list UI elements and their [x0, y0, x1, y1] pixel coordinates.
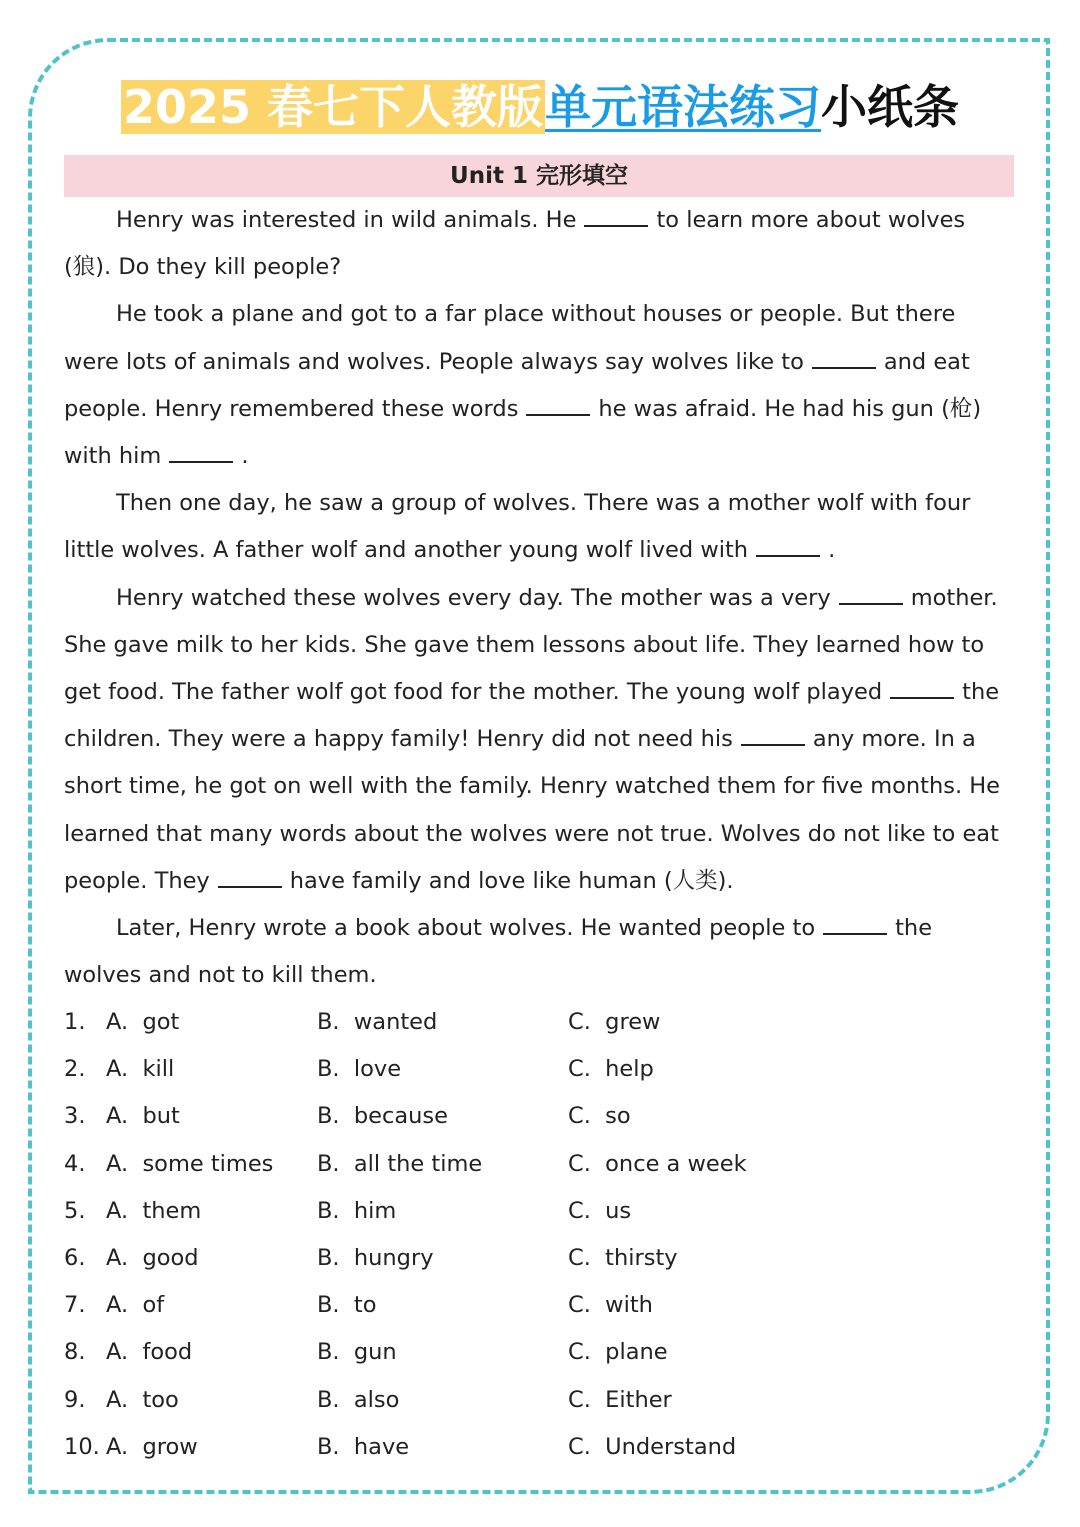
- choice-a: A. some times: [106, 1150, 274, 1177]
- choice-c: C. us: [568, 1197, 632, 1224]
- blank-5: [756, 537, 820, 557]
- choice-b: B. also: [317, 1386, 400, 1413]
- choice-a: A. of: [106, 1292, 165, 1319]
- choice-c: C. with: [568, 1292, 653, 1319]
- option-row: [64, 1235, 1016, 1282]
- choice-b: B. gun: [317, 1339, 397, 1366]
- choice-b: B. because: [317, 1103, 449, 1130]
- blank-9: [218, 868, 282, 888]
- option-row: [64, 1093, 1016, 1140]
- paragraph-4: [64, 575, 1016, 905]
- passage-text: the wolves and not to kill them.: [64, 915, 933, 989]
- passage-text: any more. In a short time, he got on well with the family. Henry watched them for five months. He learned that many words about the wolves were not true. Wolves do not like to eat people. They: [64, 726, 1001, 894]
- paragraph-3: [64, 480, 1016, 574]
- question-number: 5.: [64, 1197, 86, 1224]
- question-number: 9.: [64, 1386, 86, 1413]
- question-number: 4.: [64, 1150, 86, 1177]
- paragraph-1: [64, 197, 1016, 291]
- option-row: [64, 999, 1016, 1046]
- blank-6: [839, 585, 903, 605]
- choice-c: C. once a week: [568, 1150, 747, 1177]
- blank-1: [584, 207, 648, 227]
- paragraph-5: [64, 905, 1016, 999]
- choice-c: C. Either: [568, 1386, 672, 1413]
- option-row: [64, 1141, 1016, 1188]
- passage-text: and eat people. Henry remembered these words: [64, 348, 970, 422]
- blank-3: [526, 396, 590, 416]
- page-title: [0, 70, 1080, 144]
- blank-2: [812, 349, 876, 369]
- title-highlight-text: 2025 春七下人教版: [122, 80, 544, 134]
- question-number: 10.: [64, 1433, 100, 1460]
- choice-a: A. food: [106, 1339, 193, 1366]
- choice-a: A. them: [106, 1197, 202, 1224]
- choice-c: C. plane: [568, 1339, 668, 1366]
- question-number: 8.: [64, 1339, 86, 1366]
- passage-text: to learn more about wolves (狼). Do they kill people?: [64, 207, 966, 281]
- choice-b: B. him: [317, 1197, 397, 1224]
- choice-c: C. so: [568, 1103, 631, 1130]
- passage-text: Later, Henry wrote a book about wolves. He wanted people to: [116, 915, 816, 942]
- choice-b: B. hungry: [317, 1244, 434, 1271]
- choice-c: C. grew: [568, 1009, 661, 1035]
- question-number: 2.: [64, 1056, 86, 1083]
- question-number: 6.: [64, 1244, 86, 1271]
- passage-text: have family and love like human (人类).: [289, 867, 734, 894]
- choice-b: B. all the time: [317, 1150, 483, 1177]
- option-row: [64, 1424, 1016, 1471]
- passage-text: mother. She gave milk to her kids. She gave them lessons about life. They learned how to get food. The father wolf got food for the mother. The young wolf played: [64, 584, 998, 706]
- question-number: 1.: [64, 1009, 86, 1035]
- choice-a: A. got: [106, 1009, 180, 1035]
- option-row: [64, 1188, 1016, 1235]
- passage-text: Henry was interested in wild animals. He: [116, 207, 577, 233]
- option-row: [64, 1377, 1016, 1424]
- choice-b: B. love: [317, 1056, 402, 1083]
- passage-text: .: [241, 443, 249, 470]
- choice-c: C. thirsty: [568, 1244, 678, 1271]
- choice-b: B. have: [317, 1433, 410, 1460]
- passage-text: he was afraid. He had his gun (枪) with him: [64, 395, 982, 470]
- blank-7: [890, 679, 954, 699]
- section-header: Unit 1 完形填空: [64, 155, 1014, 197]
- choice-b: B. to: [317, 1292, 377, 1319]
- choice-a: A. kill: [106, 1056, 175, 1083]
- passage-text: .: [828, 537, 836, 564]
- option-row: [64, 1282, 1016, 1329]
- option-row: [64, 1046, 1016, 1093]
- blank-8: [741, 726, 805, 746]
- question-number: 7.: [64, 1292, 86, 1319]
- title-blue-text: 单元语法练习: [545, 80, 822, 134]
- title-black-text: 小纸条: [821, 80, 960, 134]
- choice-c: C. help: [568, 1056, 654, 1083]
- passage-text: Henry watched these wolves every day. The mother was a very: [116, 584, 831, 611]
- choice-a: A. too: [106, 1386, 179, 1413]
- choice-a: A. good: [106, 1244, 199, 1271]
- passage-text: the children. They were a happy family! Henry did not need his: [64, 679, 1000, 753]
- question-number: 3.: [64, 1103, 86, 1130]
- choice-a: A. but: [106, 1103, 180, 1130]
- option-row: [64, 1329, 1016, 1376]
- choice-b: B. wanted: [317, 1009, 438, 1035]
- passage-text: Then one day, he saw a group of wolves. There was a mother wolf with four little wolves. A father wolf and another young wolf lived with: [64, 490, 971, 564]
- choice-c: C. Understand: [568, 1433, 737, 1460]
- cloze-passage: [64, 197, 1016, 999]
- choice-a: A. grow: [106, 1433, 198, 1460]
- answer-options: [64, 999, 1016, 1471]
- passage-text: He took a plane and got to a far place without houses or people. But there were lots of animals and wolves. People always say wolves like to: [64, 301, 956, 375]
- blank-10: [823, 915, 887, 935]
- blank-4: [169, 443, 233, 463]
- paragraph-2: [64, 291, 1016, 480]
